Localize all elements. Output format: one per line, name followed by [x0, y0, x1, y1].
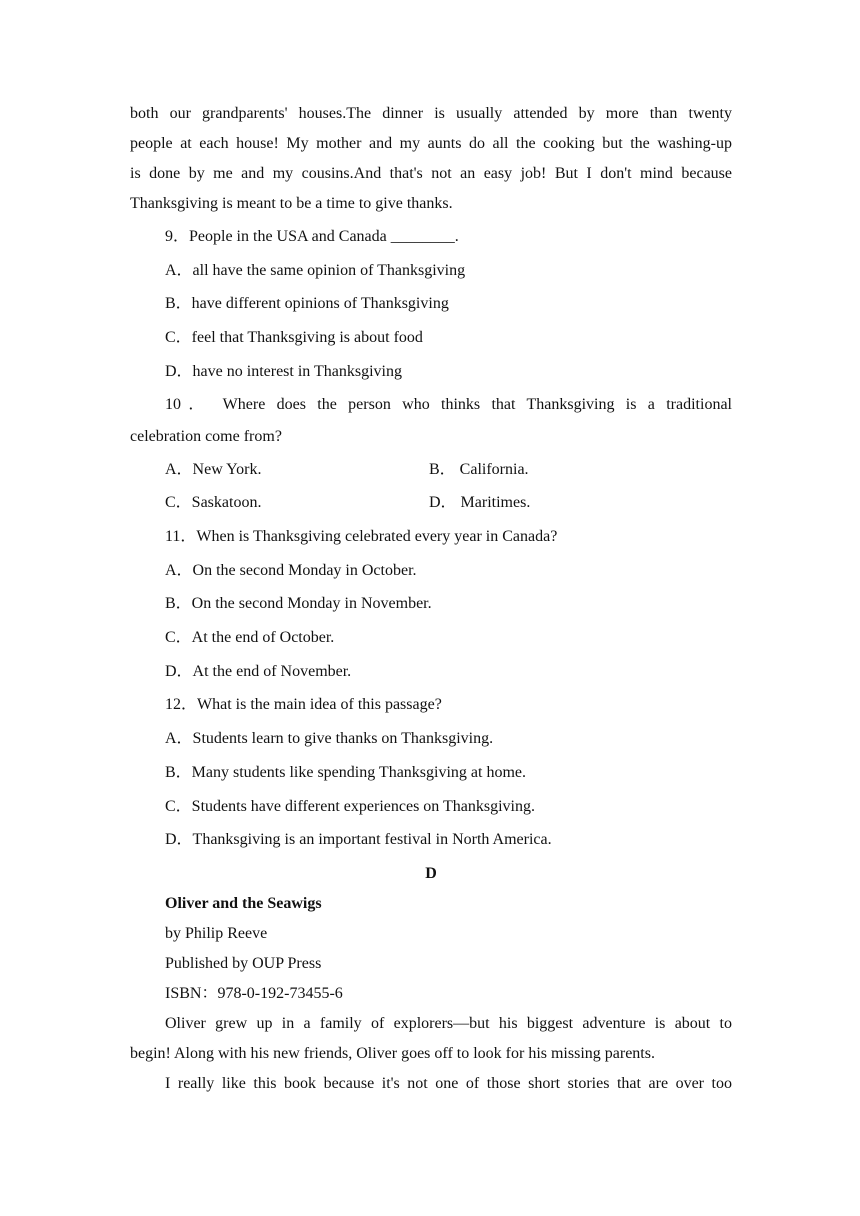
document-content [130, 99, 732, 1099]
option-d: D．have no interest in Thanksgiving [165, 362, 403, 380]
question-11 [130, 520, 732, 689]
text-line: begin! Along with his new friends, Oliver goes off to look for his missing parents. [130, 1044, 655, 1062]
option-a: A．all have the same opinion of Thanksgiving [165, 261, 466, 279]
option-b: B．have different opinions of Thanksgiving [165, 295, 449, 313]
option-b: B． California. [429, 460, 529, 478]
option-c: C．feel that Thanksgiving is about food [165, 329, 423, 347]
option-a: A．New York. [165, 460, 262, 478]
question-stem: 9．People in the USA and Canada ________. [165, 228, 459, 245]
question-10 [130, 389, 732, 520]
review-paragraph [130, 1069, 732, 1099]
text-line: celebration come from? [130, 427, 282, 445]
option-a: A．On the second Monday in October. [165, 561, 417, 579]
book-author: by Philip Reeve [165, 924, 268, 942]
book-isbn: ISBN：978-0-192-73455-6 [165, 984, 343, 1002]
book-title: Oliver and the Seawigs [165, 894, 322, 912]
option-b: B．Many students like spending Thanksgiving at home. [165, 763, 527, 781]
text-line: both our grandparents' houses.The dinner is usually attended by more than twenty [130, 105, 732, 122]
option-d: D． Maritimes. [429, 494, 531, 512]
option-row [130, 486, 732, 520]
text-line: Thanksgiving is meant to be a time to give thanks. [130, 195, 453, 212]
option-d: D．At the end of November. [165, 662, 352, 680]
text-line: people at each house! My mother and my aunts do all the cooking but the washing-up [130, 135, 732, 152]
option-b: B．On the second Monday in November. [165, 595, 432, 613]
option-a: A．Students learn to give thanks on Thanksgiving. [165, 730, 494, 748]
section-heading: D [425, 864, 437, 882]
option-d: D．Thanksgiving is an important festival in North America. [165, 831, 552, 849]
question-12 [130, 688, 732, 857]
option-c: C．Saskatoon. [165, 494, 262, 512]
option-c: C．Students have different experiences on Thanksgiving. [165, 797, 535, 815]
book-description [130, 1009, 732, 1069]
option-c: C．At the end of October. [165, 629, 335, 647]
text-line: is done by me and my cousins.And that's not an easy job! But I don't mind because [130, 165, 732, 182]
question-stem: 11．When is Thanksgiving celebrated every year in Canada? [165, 527, 558, 545]
passage-c-ending [130, 99, 732, 219]
text-line: 10． Where does the person who thinks that Thanksgiving is a traditional [165, 395, 732, 413]
text-line: I really like this book because it's not one of those short stories that are over too [165, 1074, 732, 1092]
section-d [130, 859, 732, 1099]
book-publisher: Published by OUP Press [165, 954, 322, 972]
text-line: Oliver grew up in a family of explorers—but his biggest adventure is about to [165, 1014, 732, 1032]
question-9 [130, 220, 732, 389]
option-row [130, 453, 732, 487]
question-stem: 12．What is the main idea of this passage? [165, 696, 442, 714]
question-stem [130, 389, 732, 453]
